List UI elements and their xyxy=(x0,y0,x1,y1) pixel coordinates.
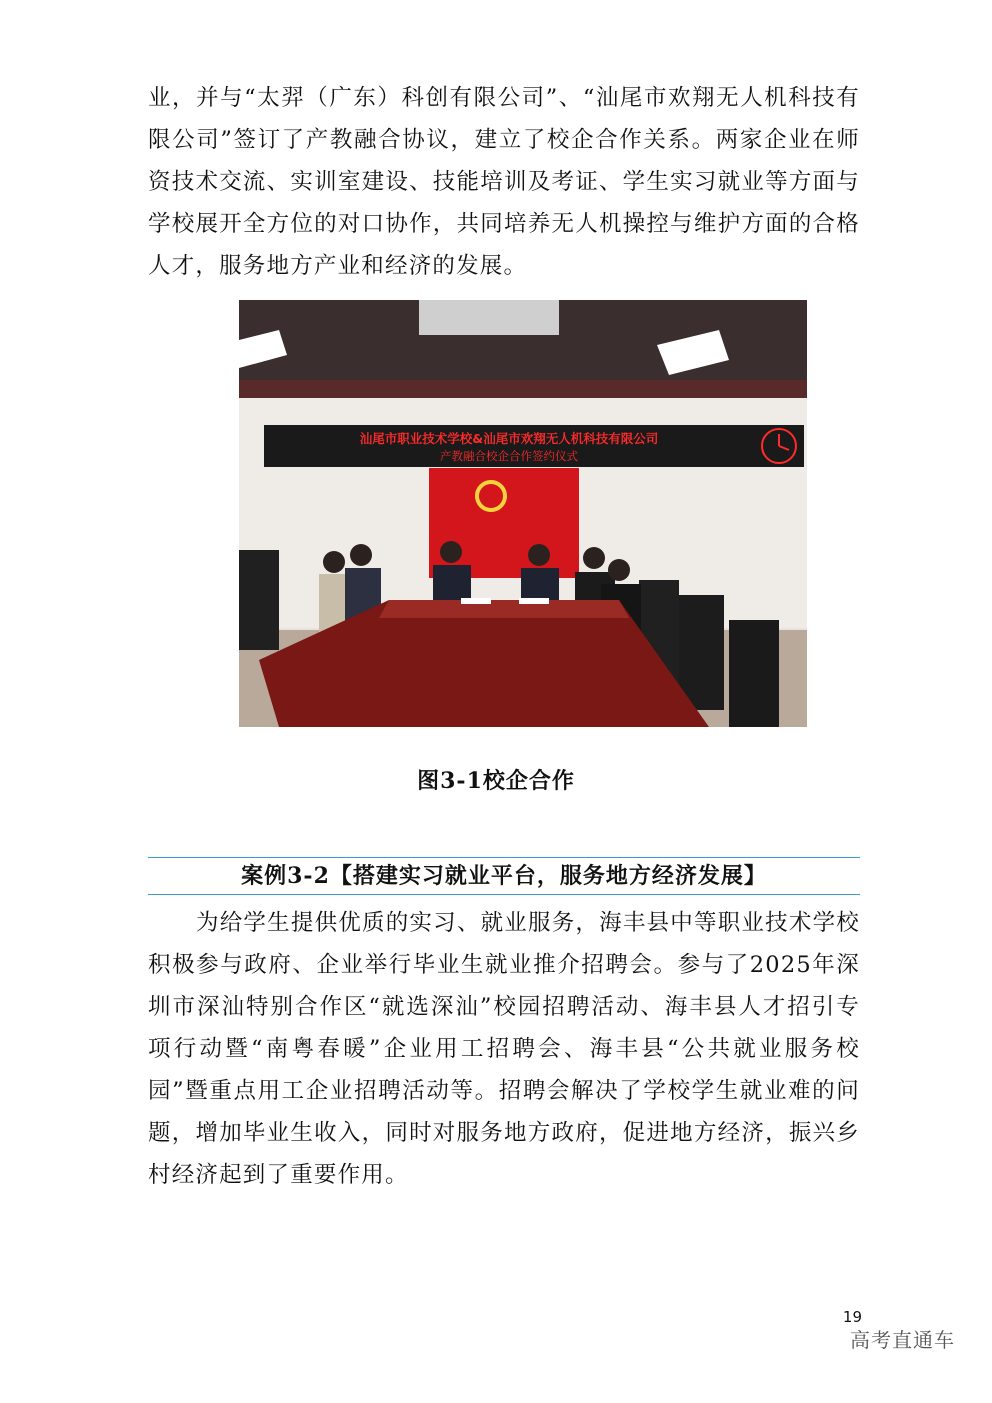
watermark-text: 高考直通车 xyxy=(850,1328,955,1352)
case-title: 案例3-2【搭建实习就业平台，服务地方经济发展】 xyxy=(241,863,767,889)
case-title-box xyxy=(148,857,860,895)
person-1-head xyxy=(323,551,345,573)
page-number: 19 xyxy=(842,1308,862,1326)
document-2 xyxy=(519,598,549,604)
signing-ceremony-photo xyxy=(239,300,807,727)
person-6-head xyxy=(608,559,630,581)
chair-right-3 xyxy=(729,620,779,727)
intro-paragraph: 业，并与“太羿（广东）科创有限公司”、“汕尾市欢翔无人机科技有限公司”签订了产教融合协议，建立了校企合作关系。两家企业在师资技术交流、实训室建设、技能培训及考证、学生实习就业等方面与学校展开全方位的对口协作，共同培养无人机操控与维护方面的合格人才，服务地方产业和经济的发展。 xyxy=(148,85,860,279)
signing-ceremony-illustration xyxy=(239,300,807,727)
led-sign-line1: 汕尾市职业技术学校&汕尾市欢翔无人机科技有限公司 xyxy=(359,431,659,446)
person-2-head xyxy=(350,544,372,566)
person-3-head xyxy=(440,541,462,563)
body-paragraph: 为给学生提供优质的实习、就业服务，海丰县中等职业技术学校积极参与政府、企业举行毕业生就业推介招聘会。参与了2025年深圳市深汕特别合作区“就选深汕”校园招聘活动、海丰县人才招引专项行动暨“南粤春暖”企业用工招聘会、海丰县“公共就业服务校园”暨重点用工企业招聘活动等。招聘会解决了学校学生就业难的问题，增加毕业生收入，同时对服务地方政府，促进地方经济，振兴乡村经济起到了重要作用。 xyxy=(148,910,860,1188)
chair-left xyxy=(239,550,279,650)
conference-table-edge xyxy=(379,600,629,618)
ceiling-led-glow xyxy=(239,380,807,400)
ceiling-ac-unit xyxy=(419,300,559,335)
led-sign-line2: 产教融合校企合作签约仪式 xyxy=(440,449,578,463)
document-1 xyxy=(461,598,491,604)
person-5-head xyxy=(583,547,605,569)
figure-caption: 图3-1校企合作 xyxy=(417,768,575,794)
person-4-head xyxy=(528,544,550,566)
chair-right-2 xyxy=(679,595,724,710)
